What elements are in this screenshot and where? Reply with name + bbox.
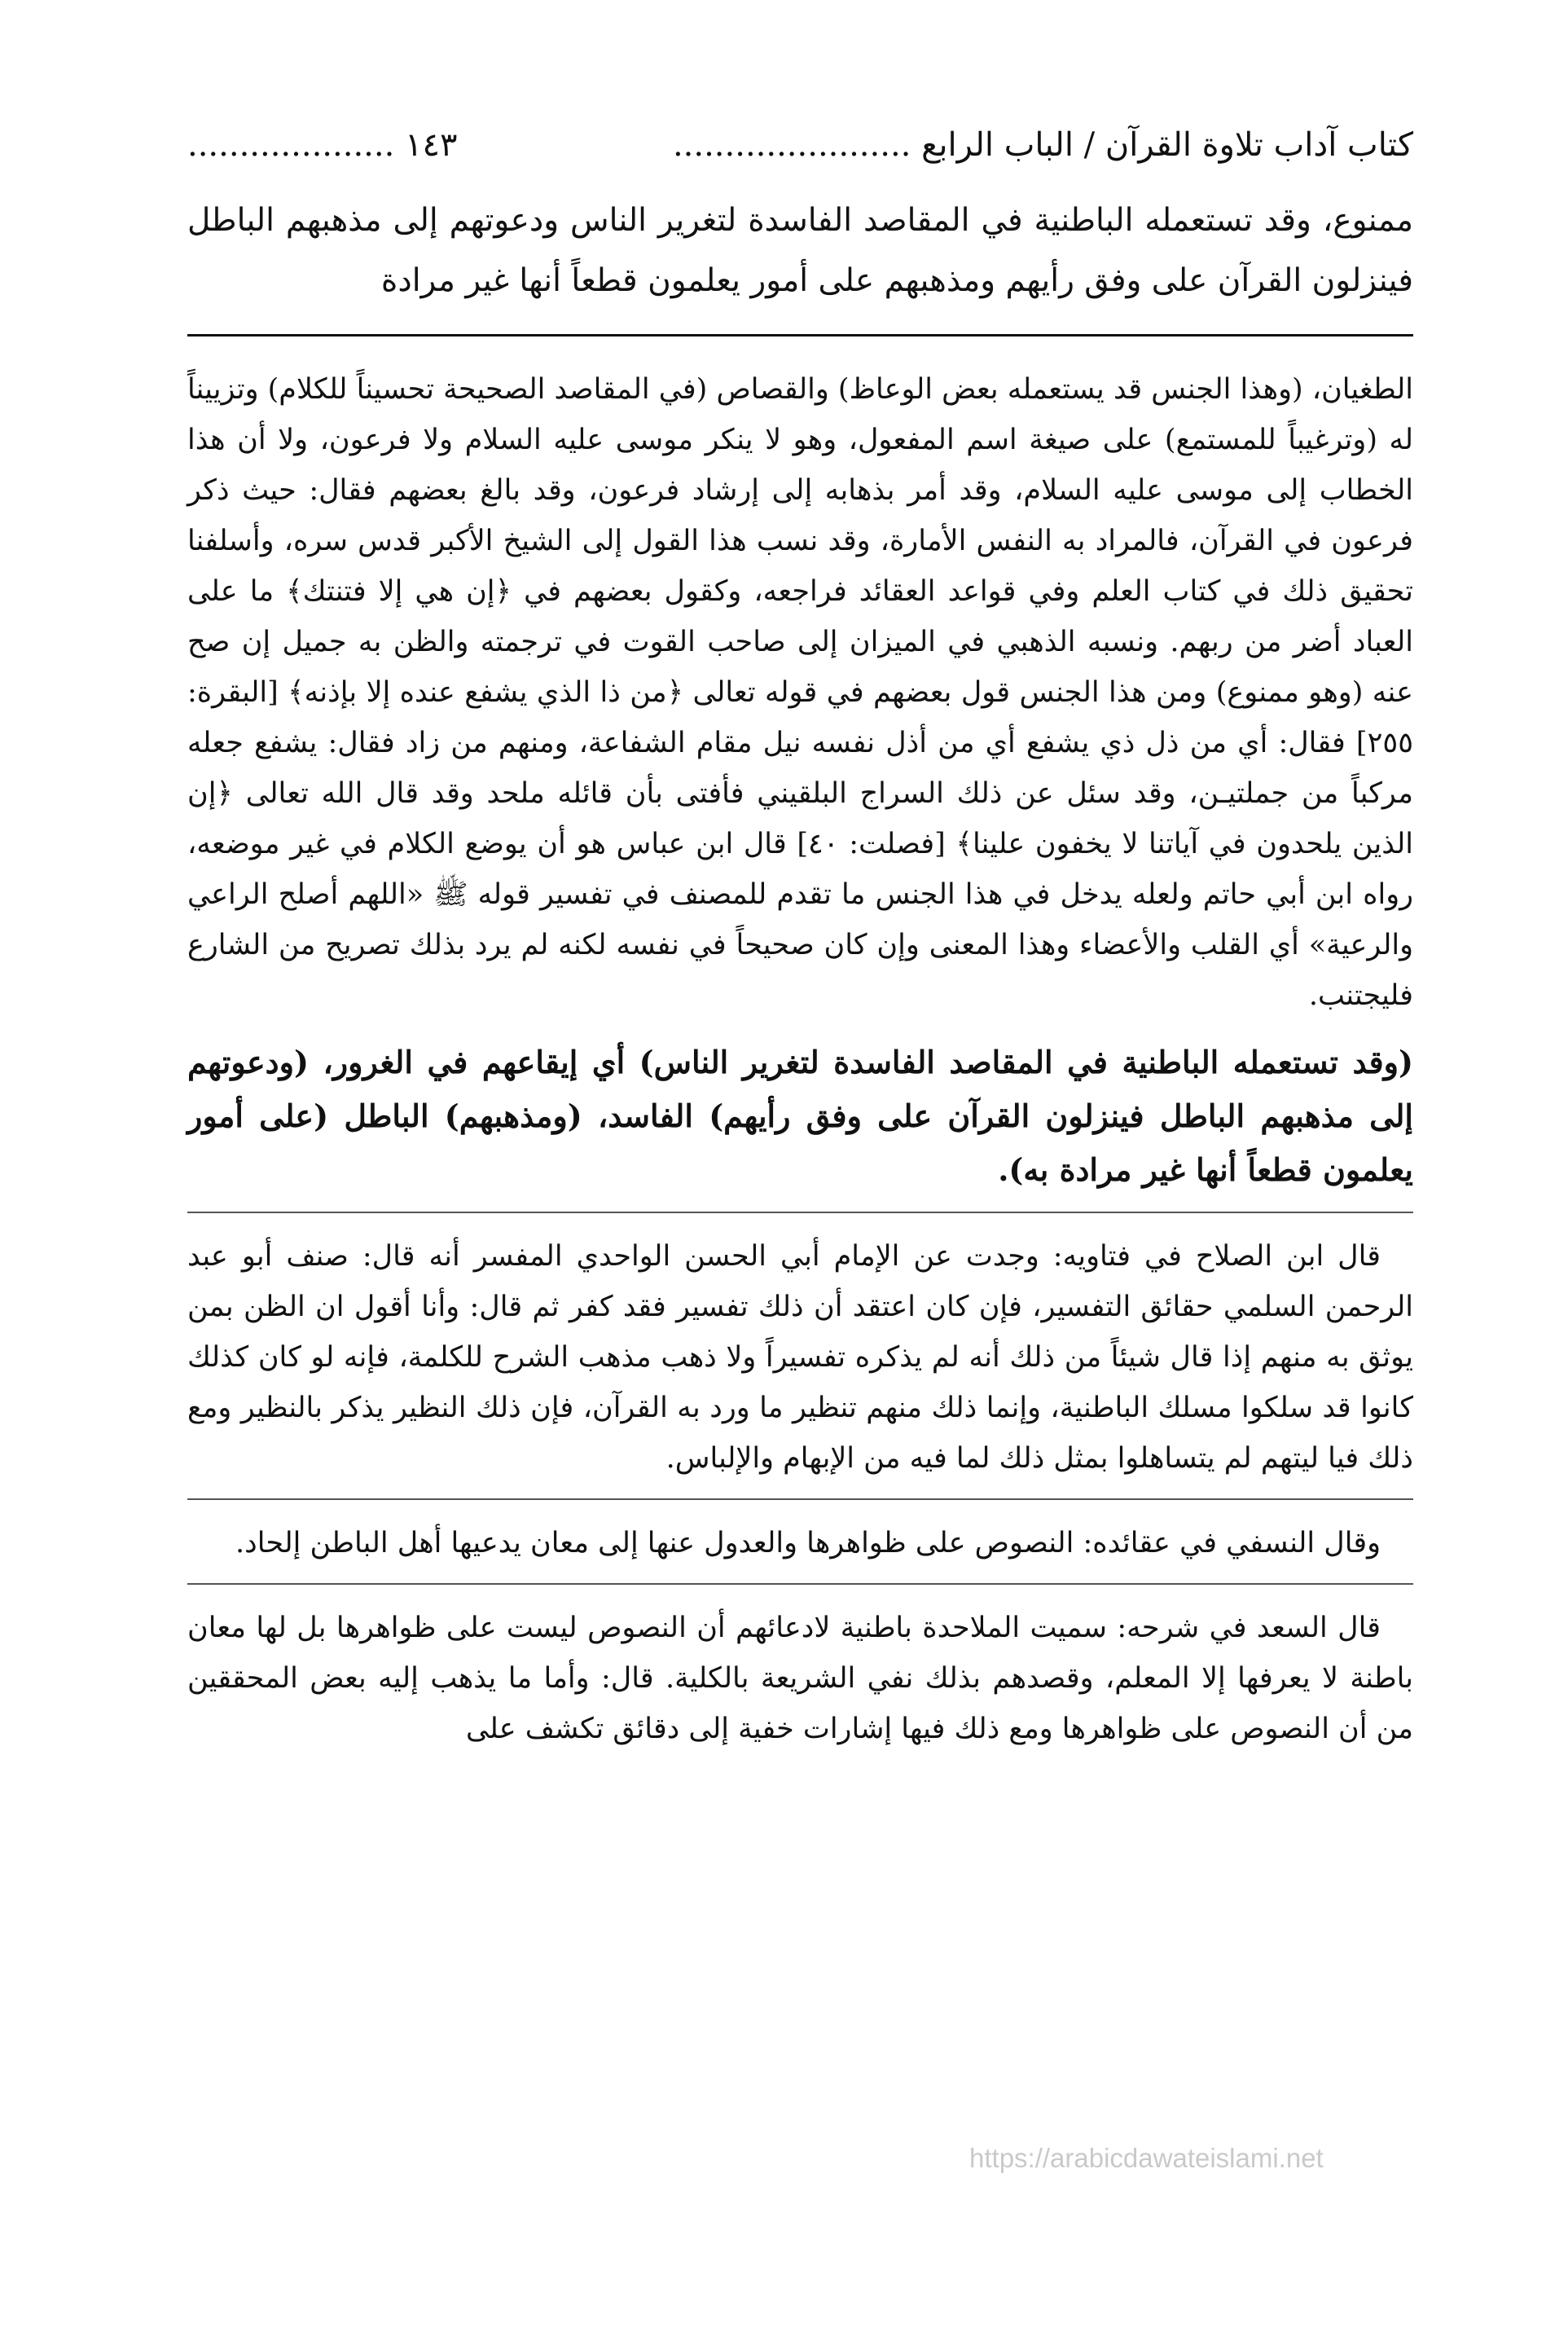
- commentary: [187, 364, 1413, 1754]
- divider-rule: [187, 334, 1413, 337]
- separator-rule: [187, 1212, 1413, 1213]
- commentary-paragraph-2: (وقد تستعمله الباطنية في المقاصد الفاسدة لتغرير الناس) أي إيقاعهم في الغرور، (ودعوتهم إلى مذهبهم الباطل فينزلون القرآن على وفق رأيهم) الفاسد، (ومذهبهم) الباطل (على أمور يعلمون قطعاً أنها غير مرادة به).: [187, 1044, 1413, 1188]
- running-header-title: كتاب آداب تلاوة القرآن / الباب الرابع .......................: [672, 126, 1413, 164]
- book-page: [187, 122, 1413, 2322]
- commentary-paragraph-4: وقال النسفي في عقائده: النصوص على ظواهرها والعدول عنها إلى معان يدعيها أهل الباطن إلحاد.: [235, 1527, 1381, 1559]
- commentary-paragraph-3: قال ابن الصلاح في فتاويه: وجدت عن الإمام أبي الحسن الواحدي المفسر أنه قال: صنف أبو عبد الرحمن السلمي حقائق التفسير، فإن كان اعتقد أن ذلك تفسير فقد كفر ثم قال: وأنا أقول ان الظن بمن يوثق به منهم إذا قال شيئاً من ذلك أنه لم يذكره تفسيراً ولا ذهب مذهب الشرح للكلمة، فإنه لو كان كذلك كانوا قد سلكوا مسلك الباطنية، وإنما ذلك منهم تنظير ما ورد به القرآن، فإن ذلك النظير يذكر بالنظير ومع ذلك فيا ليتهم لم يتساهلوا بمثل ذلك لما فيه من الإبهام والإلباس.: [187, 1240, 1413, 1475]
- running-header: [187, 122, 1413, 168]
- page-number: ١٤٣ ....................: [187, 126, 458, 164]
- separator-rule: [187, 1583, 1413, 1585]
- separator-rule: [187, 1498, 1413, 1500]
- commentary-paragraph-5: قال السعد في شرحه: سميت الملاحدة باطنية لادعائهم أن النصوص ليست على ظواهرها بل لها معان باطنة لا يعرفها إلا المعلم، وقصدهم بذلك نفي الشريعة بالكلية. قال: وأما ما يذهب إليه بعض المحققين من أن النصوص على ظواهرها ومع ذلك فيها إشارات خفية إلى دقائق تكشف على: [187, 1612, 1413, 1745]
- main-text: ممنوع، وقد تستعمله الباطنية في المقاصد الفاسدة لتغرير الناس ودعوتهم إلى مذهبهم الباطل فينزلون القرآن على وفق رأيهم ومذهبهم على أمور يعلمون قطعاً أنها غير مرادة: [187, 202, 1413, 299]
- commentary-paragraph-1: الطغيان، (وهذا الجنس قد يستعمله بعض الوعاظ) والقصاص (في المقاصد الصحيحة تحسيناً للكلام) وتزييناً له (وترغيباً للمستمع) على صيغة اسم المفعول، وهو لا ينكر موسى عليه السلام ولا فرعون، ولا أن هذا الخطاب إلى موسى عليه السلام، وقد أمر بذهابه إلى إرشاد فرعون، وقد بالغ بعضهم فقال: حيث ذكر فرعون في القرآن، فالمراد به النفس الأمارة، وقد نسب هذا القول إلى الشيخ الأكبر قدس سره، وأسلفنا تحقيق ذلك في كتاب العلم وفي قواعد العقائد فراجعه، وكقول بعضهم في ﴿إن هي إلا فتنتك﴾ ما على العباد أضر من ربهم. ونسبه الذهبي في الميزان إلى صاحب القوت في ترجمته والظن به جميل إن صح عنه (وهو ممنوع) ومن هذا الجنس قول بعضهم في قوله تعالى ﴿من ذا الذي يشفع عنده إلا بإذنه﴾ [البقرة: ٢٥٥] فقال: أي من ذل ذي يشفع أي من أذل نفسه نيل مقام الشفاعة، ومنهم من زاد فقال: يشفع جعله مركباً من جملتيـن، وقد سئل عن ذلك السراج البلقيني فأفتى بأن قائله ملحد وقد قال الله تعالى ﴿إن الذين يلحدون في آياتنا لا يخفون علينا﴾ [فصلت: ٤٠] قال ابن عباس هو أن يوضع الكلام في غير موضعه، رواه ابن أبي حاتم ولعله يدخل في هذا الجنس ما تقدم للمصنف في تفسير قوله ﷺ «اللهم أصلح الراعي والرعية» أي القلب والأعضاء وهذا المعنى وإن كان صحيحاً في نفسه لكنه لم يرد بذلك تصريح من الشارع فليجتنب.: [187, 373, 1413, 1012]
- watermark-url: https://arabicdawateislami.net: [969, 2143, 1324, 2173]
